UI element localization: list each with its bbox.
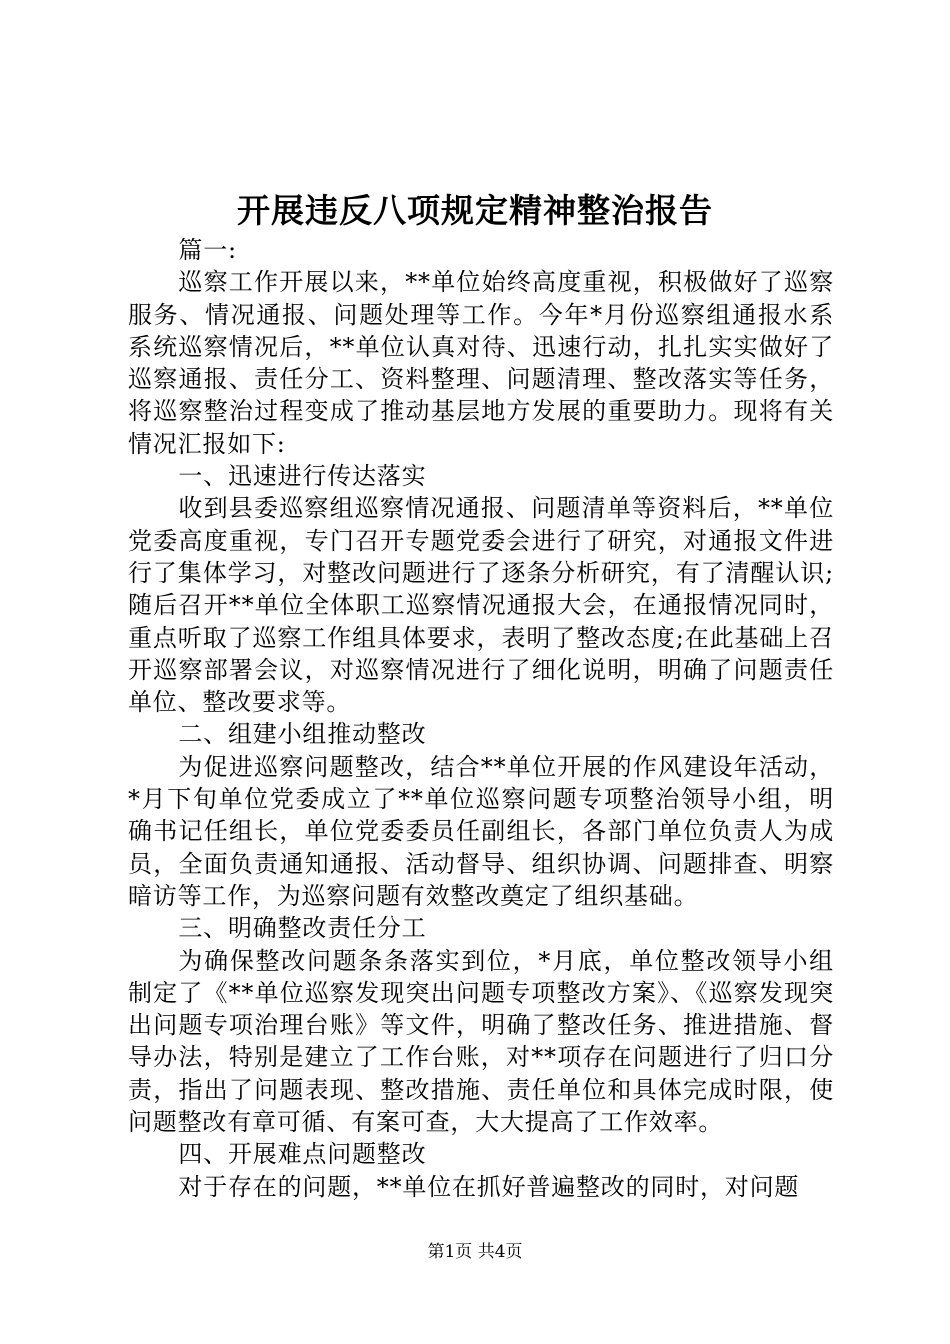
document-title: 开展违反八项规定精神整治报告 <box>237 191 713 230</box>
document-body <box>128 234 834 1203</box>
body-paragraph: 巡察工作开展以来，**单位始终高度重视，积极做好了巡察服务、情况通报、问题处理等工作。今年*月份巡察组通报水系系统巡察情况后，**单位认真对待、迅速行动，扎扎实实做好了巡察通报、责任分工、资料整理、问题清理、整改落实等任务，将巡察整治过程变成了推动基层地方发展的重要助力。现将有关情况汇报如下: <box>128 268 834 458</box>
section-heading: 二、组建小组推动整改 <box>178 720 427 749</box>
body-paragraph: 收到县委巡察组巡察情况通报、问题清单等资料后，**单位党委高度重视，专门召开专题党委会进行了研究，对通报文件进行了集体学习，对整改问题进行了逐条分析研究，有了清醒认识;随后召开**单位全体职工巡察情况通报大会，在通报情况同时，重点听取了巡察工作组具体要求，表明了整改态度;在此基础上召开巡察部署会议，对巡察情况进行了细化说明，明确了问题责任单位、整改要求等。 <box>128 494 834 717</box>
section-heading: 一、迅速进行传达落实 <box>178 462 427 491</box>
body-paragraph: 为确保整改问题条条落实到位，*月底，单位整改领导小组制定了《**单位巡察发现突出问题专项整改方案》、《巡察发现突出问题专项治理台账》等文件，明确了整改任务、推进措施、督导办法，特别是建立了工作台账，对**项存在问题进行了归口分责，指出了问题表现、整改措施、责任单位和具体完成时限，使问题整改有章可循、有案可查，大大提高了工作效率。 <box>128 946 834 1137</box>
section-heading: 四、开展难点问题整改 <box>178 1140 427 1169</box>
section-heading: 三、明确整改责任分工 <box>178 914 427 943</box>
section-label: 篇一: <box>178 236 237 264</box>
body-paragraph: 为促进巡察问题整改，结合**单位开展的作风建设年活动，*月下旬单位党委成立了**单位巡察问题专项整治领导小组，明确书记任组长，单位党委委员任副组长，各部门单位负责人为成员，全面负责通知通报、活动督导、组织协调、问题排查、明察暗访等工作，为巡察问题有效整改奠定了组织基础。 <box>128 752 834 910</box>
page-number-footer: 第1页 共4页 <box>427 1242 523 1262</box>
body-paragraph: 对于存在的问题，**单位在抓好普遍整改的同时，对问题 <box>178 1172 800 1201</box>
